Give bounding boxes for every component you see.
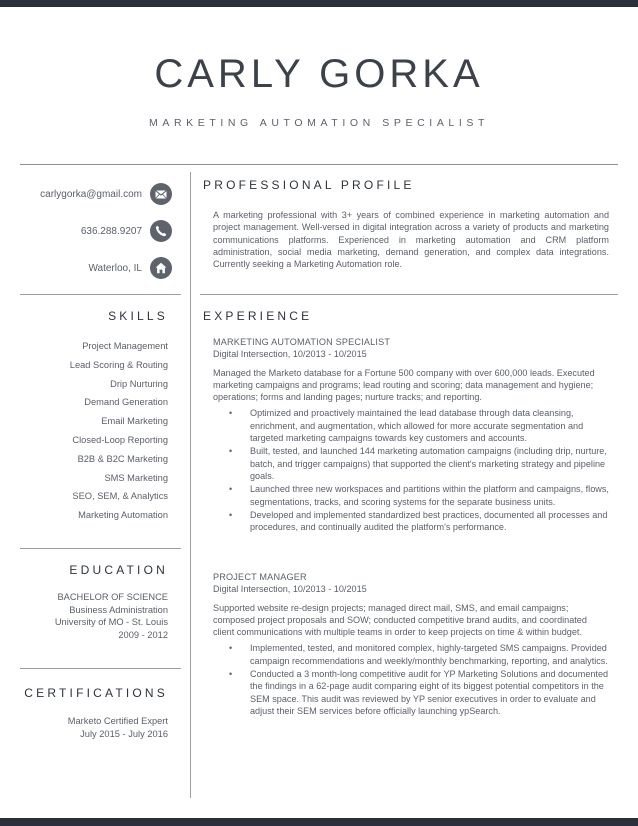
bullet-item: [213, 509, 609, 534]
bullet-item: [213, 668, 609, 717]
bullet-dot: •: [229, 509, 233, 520]
skill-item: Email Marketing: [101, 416, 168, 427]
section-heading-experience: EXPERIENCE: [203, 309, 313, 323]
skill-item: Project Management: [82, 341, 168, 351]
job-bullets: [213, 407, 609, 533]
experience-entry: [213, 571, 609, 718]
certification-name: Marketo Certified Expert: [67, 716, 168, 726]
skill-item: SMS Marketing: [104, 472, 168, 483]
bullet-dot: •: [229, 484, 233, 495]
bullet-text: Conducted a 3 month-long competitive audit for YP Marketing Solutions and documented the findings in a 62-page audit comparing eight of its biggest potential competitors in the SEM space. This audit was reviewed by YP senior executives in order to evaluate and adjust their SEM services before officially launching ypSearch.: [250, 669, 609, 716]
education-degree: BACHELOR OF SCIENCE: [57, 592, 168, 602]
column-divider: [190, 172, 191, 798]
phone-icon: [150, 220, 172, 242]
contact-location-row: [88, 257, 172, 279]
bullet-text: Developed and implemented standardized best practices, documented all processes and procedures, and continually audited the platform's performance.: [250, 509, 608, 533]
experience-entry: [213, 336, 609, 534]
bullet-dot: •: [229, 643, 233, 654]
certification-dates: July 2015 - July 2016: [80, 728, 168, 739]
skill-item: SEO, SEM, & Analytics: [72, 491, 168, 502]
section-heading-skills: SKILLS: [108, 309, 168, 323]
divider-education-certifications: [20, 668, 181, 669]
section-heading-certifications: CERTIFICATIONS: [24, 686, 168, 700]
bullet-dot: •: [229, 446, 233, 457]
section-heading-education: EDUCATION: [69, 563, 168, 577]
skills-list: [20, 337, 168, 525]
skill-item: Marketing Automation: [78, 510, 168, 521]
skill-item: Demand Generation: [84, 397, 168, 408]
bullet-dot: •: [229, 408, 233, 419]
education-block: [20, 591, 168, 641]
skill-item: Closed-Loop Reporting: [72, 434, 168, 445]
home-icon: [150, 257, 172, 279]
section-heading-profile: PROFESSIONAL PROFILE: [203, 178, 415, 192]
bullet-item: [213, 407, 609, 444]
contact-phone-row: [81, 220, 172, 242]
resume-title: MARKETING AUTOMATION SPECIALIST: [149, 117, 489, 129]
education-school: University of MO - St. Louis: [54, 617, 168, 628]
profile-text: A marketing professional with 3+ years of combined experience in marketing automation and project management. Well-versed in digital integration across a variety of products and marketing communications platforms. Experienced in marketing automation and CRM platform administration, social media marketing, demand generation, and complex data integrations. Currently seeking a Marketing Automation role.: [213, 210, 609, 270]
bullet-text: Implemented, tested, and monitored complex, highly-targeted SMS campaigns. Provided campaign recommendations and weekly/monthly benchmarking, reporting, and analytics.: [250, 643, 608, 666]
certifications-block: [20, 715, 168, 740]
job-bullets: [213, 642, 609, 717]
bullet-item: [213, 445, 609, 482]
contact-location: Waterloo, IL: [88, 262, 142, 274]
job-description: Supported website re-design projects; managed direct mail, SMS, and email campaigns; composed project proposals and SOW; conducted competitive brand audits, and coordinated client communications with multiple teams in order to keep projects on time & within budget.: [213, 602, 587, 638]
skill-item: Lead Scoring & Routing: [69, 359, 168, 370]
bullet-text: Optimized and proactively maintained the lead database through data cleansing, enrichment, and augmentation, which allowed for more accurate segmentation and targeted marketing campaigns towards key customers and accounts.: [250, 408, 584, 444]
divider-contact-skills: [20, 294, 181, 295]
bullet-dot: •: [229, 669, 233, 680]
job-company: Digital Intersection, 10/2013 - 10/2015: [213, 349, 367, 360]
bottom-bar: [0, 818, 638, 826]
job-role: PROJECT MANAGER: [213, 572, 307, 582]
job-role: MARKETING AUTOMATION SPECIALIST: [213, 337, 391, 347]
education-years: 2009 - 2012: [118, 629, 168, 640]
contact-phone[interactable]: 636.288.9207: [80, 225, 142, 237]
skill-item: B2B & B2C Marketing: [77, 453, 168, 464]
bullet-text: Built, tested, and launched 144 marketing automation campaigns (including drip, nurture, batch, and trigger campaigns) that supported the client's marketing strategy and pipeline goals.: [250, 446, 607, 481]
divider-profile-experience: [200, 294, 618, 295]
contact-email[interactable]: carlygorka@gmail.com: [40, 188, 142, 200]
contact-email-row: [40, 183, 172, 205]
skill-item: Drip Nurturing: [110, 378, 168, 389]
bullet-item: [213, 483, 609, 508]
header-divider: [20, 164, 618, 165]
job-company: Digital Intersection, 10/2013 - 10/2015: [213, 584, 367, 595]
bullet-item: [213, 642, 609, 667]
envelope-icon: [150, 183, 172, 205]
job-description: Managed the Marketo database for a Fortune 500 company with over 600,000 leads. Executed marketing campaigns and programs; lead routing and scoring; data management and hygiene; operations; forms and landing pages; nurture tracks; and reporting.: [213, 367, 595, 403]
top-bar: [0, 0, 638, 7]
resume-name: CARLY GORKA: [154, 52, 484, 96]
divider-skills-education: [20, 548, 181, 549]
education-major: Business Administration: [69, 604, 168, 615]
bullet-text: Launched three new workspaces and partitions within the platform and campaigns, flows, segmentations, tracks, and scoring systems for the separate business units.: [250, 484, 609, 507]
